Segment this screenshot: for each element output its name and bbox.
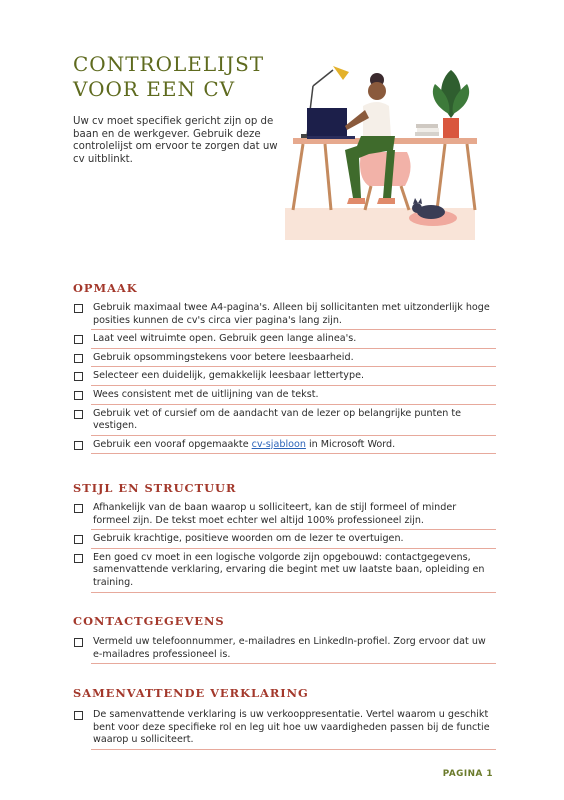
list-item: Vermeld uw telefoonnummer, e-mailadres en LinkedIn-profiel. Zorg ervoor dat uw e-mailadres professioneel is.: [73, 633, 496, 664]
page-number: PAGINA 1: [442, 769, 493, 779]
list-item: Gebruik opsommingstekens voor betere leesbaarheid.: [73, 349, 496, 368]
checkbox[interactable]: [74, 354, 83, 363]
checkbox[interactable]: [74, 335, 83, 344]
list-item: Selecteer een duidelijk, gemakkelijk leesbaar lettertype.: [73, 367, 496, 386]
section-title-contact: CONTACTGEGEVENS: [73, 614, 225, 628]
checkbox[interactable]: [74, 504, 83, 513]
list-item: Wees consistent met de uitlijning van de tekst.: [73, 386, 496, 405]
list-item: De samenvattende verklaring is uw verkooppresentatie. Vertel waarom u geschikt bent voor deze specifieke rol en leg uit hoe uw vaardigheden passen bij de functie waarop u solliciteert.: [73, 706, 496, 750]
opmaak-list: [73, 299, 496, 454]
page-title: [73, 52, 264, 102]
checkbox[interactable]: [74, 554, 83, 563]
checkbox[interactable]: [74, 711, 83, 720]
title-line-1: CONTROLELIJST: [73, 52, 265, 76]
list-item: Gebruik maximaal twee A4-pagina's. Alleen bij sollicitanten met uitzonderlijk hoge posities kunnen de cv's circa vier pagina's lang zijn.: [73, 299, 496, 330]
checkbox[interactable]: [74, 391, 83, 400]
title-line-2: VOOR EEN CV: [73, 77, 236, 101]
section-title-samenvatting: SAMENVATTENDE VERKLARING: [73, 686, 309, 700]
list-item: Afhankelijk van de baan waarop u solliciteert, kan de stijl formeel of minder formeel zijn. De tekst moet echter wel altijd 100% professioneel zijn.: [73, 499, 496, 530]
checkbox[interactable]: [74, 535, 83, 544]
intro-text: Uw cv moet specifiek gericht zijn op de baan en de werkgever. Gebruik deze controlelijst om ervoor te zorgen dat uw cv uitblinkt.: [73, 116, 278, 166]
checkbox[interactable]: [74, 372, 83, 381]
contact-list: [73, 633, 496, 664]
list-item: Gebruik een vooraf opgemaakte cv-sjabloon in Microsoft Word.: [73, 436, 496, 455]
list-item: Een goed cv moet in een logische volgorde zijn opgebouwd: contactgegevens, samenvattende verklaring, ervaring die begint met uw laatste baan, opleiding en training.: [73, 549, 496, 593]
checkbox[interactable]: [74, 638, 83, 647]
plant-icon: [433, 70, 469, 138]
list-item: Gebruik vet of cursief om de aandacht van de lezer op belangrijke punten te vestigen.: [73, 405, 496, 436]
checkbox[interactable]: [74, 304, 83, 313]
checkbox[interactable]: [74, 441, 83, 450]
cv-sjabloon-link[interactable]: cv-sjabloon: [251, 438, 306, 450]
section-title-stijl: STIJL EN STRUCTUUR: [73, 481, 237, 495]
stijl-list: [73, 499, 496, 593]
list-item: Gebruik krachtige, positieve woorden om de lezer te overtuigen.: [73, 530, 496, 549]
section-title-opmaak: OPMAAK: [73, 281, 138, 295]
list-item: Laat veel witruimte open. Gebruik geen lange alinea's.: [73, 330, 496, 349]
samenvatting-list: [73, 706, 496, 750]
checkbox[interactable]: [74, 410, 83, 419]
woman-working-at-desk-illustration: [285, 58, 497, 240]
